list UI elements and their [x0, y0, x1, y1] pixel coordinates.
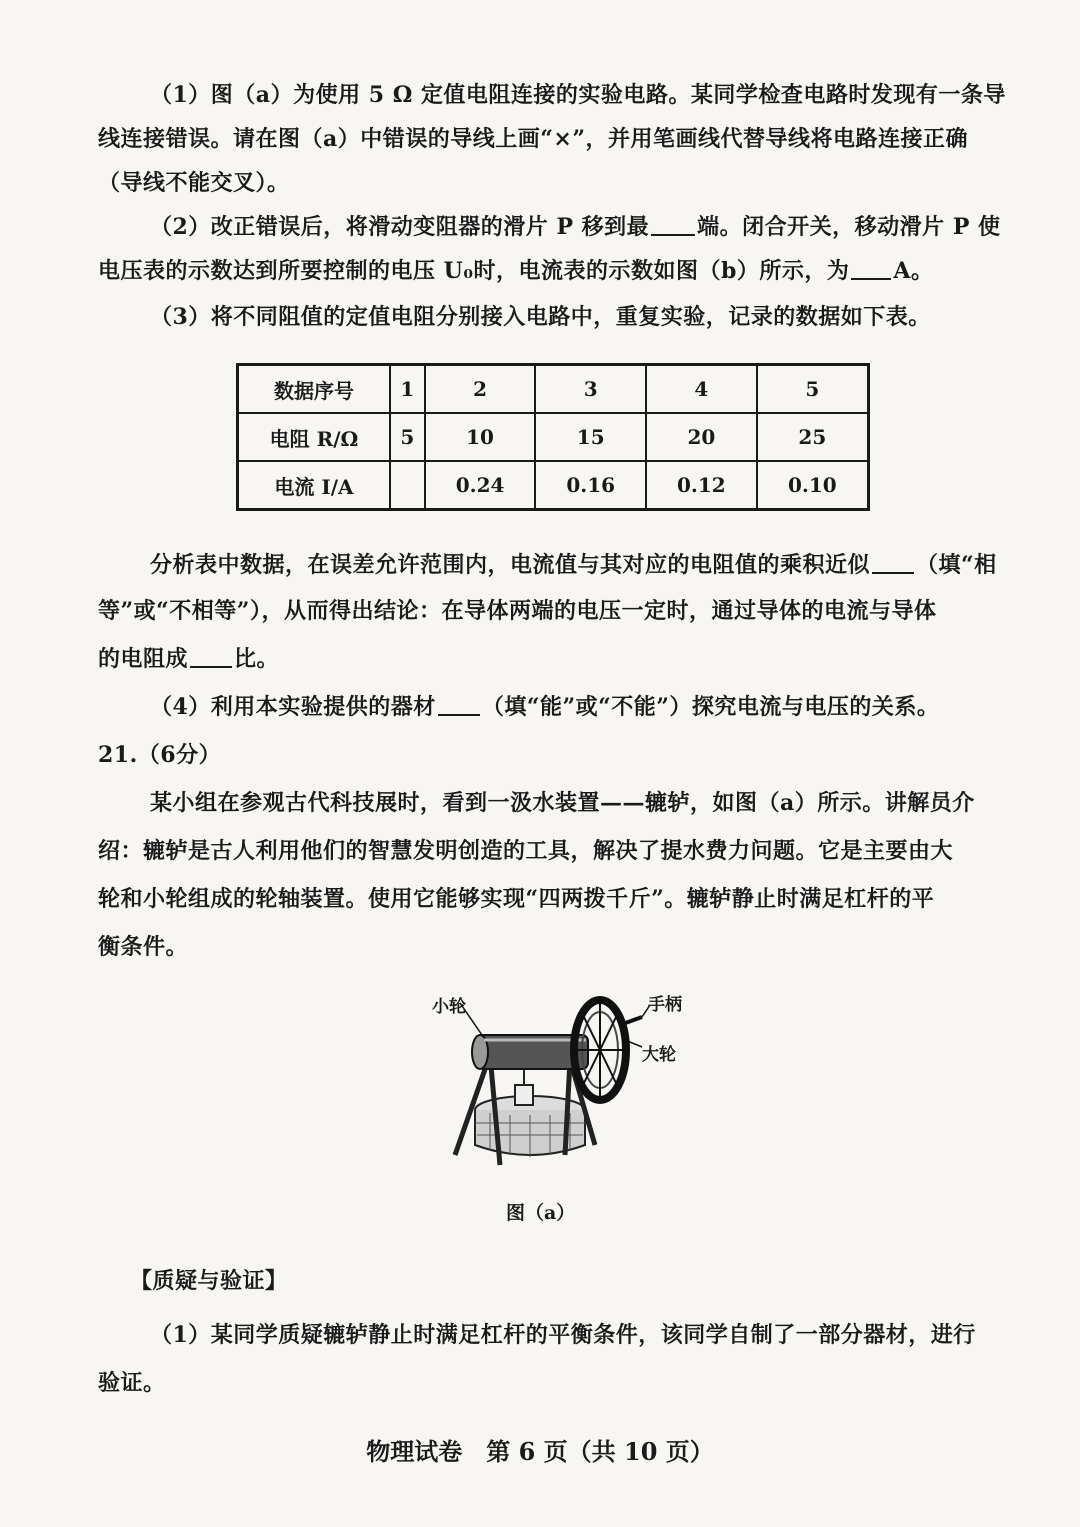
- q20-part2-text-d: A。: [893, 258, 934, 284]
- q20-part2-text-b: 端。闭合开关，移动滑片 P 使: [697, 214, 1001, 240]
- table-row: [238, 413, 869, 461]
- q20-part1-line2: 线连接错误。请在图（a）中错误的导线上画“×”，并用笔画线代替导线将电路连接正确: [98, 126, 968, 152]
- label-handle: 手柄: [648, 995, 682, 1015]
- q21-intro-line4: 衡条件。: [98, 934, 189, 960]
- q20-part2-text-c: 电压表的示数达到所要控制的电压 U₀时，电流表的示数如图（b）所示，为: [98, 258, 850, 284]
- q21-sub1-line2: 验证。: [98, 1370, 166, 1396]
- table-cell: 0.16: [535, 461, 646, 510]
- table-row-label: 电流 I/A: [238, 461, 391, 510]
- answer-blank: [872, 552, 914, 574]
- label-small-wheel: 小轮: [432, 997, 466, 1017]
- table-row: [238, 365, 869, 414]
- table-cell: 1: [390, 365, 425, 414]
- q20-part2-line2: [98, 254, 933, 285]
- q20-part1-line1: （1）图（a）为使用 5 Ω 定值电阻连接的实验电路。某同学检查电路时发现有一条导: [150, 82, 1006, 108]
- page-footer: 物理试卷 第 6 页（共 10 页）: [366, 1437, 714, 1466]
- q21-intro-line1: 某小组在参观古代科技展时，看到一汲水装置——辘轳，如图（a）所示。讲解员介: [150, 790, 975, 816]
- q20-part4-text-b: （填“能”或“不能”）探究电流与电压的关系。: [481, 694, 940, 720]
- q20-part2-text-a: （2）改正错误后，将滑动变阻器的滑片 P 移到最: [150, 214, 650, 240]
- q21-header: 21.（6分）: [98, 742, 222, 768]
- answer-blank: [651, 214, 695, 236]
- q20-part3-line4: [98, 642, 279, 673]
- table-cell: 20: [646, 413, 757, 461]
- table-cell: 2: [425, 365, 536, 414]
- q20-part4-line1: [150, 690, 939, 721]
- table-cell: 0.10: [757, 461, 869, 510]
- table-row-label: 电阻 R/Ω: [238, 413, 391, 461]
- table-row-label: 数据序号: [238, 365, 391, 414]
- table-cell: 10: [425, 413, 536, 461]
- q20-part3-text-d: 比。: [234, 646, 280, 672]
- section-title: 【质疑与验证】: [130, 1268, 288, 1294]
- q20-part4-text-a: （4）利用本实验提供的器材: [150, 694, 436, 720]
- answer-blank: [851, 258, 891, 280]
- table-cell: 5: [757, 365, 869, 414]
- q21-intro-line3: 轮和小轮组成的轮轴装置。使用它能够实现“四两拨千斤”。辘轳静止时满足杠杆的平: [98, 886, 935, 912]
- q20-part2-line1: [150, 210, 1001, 241]
- q21-intro-line2: 绍：辘轳是古人利用他们的智慧发明创造的工具，解决了提水费力问题。它是主要由大: [98, 838, 954, 864]
- table-cell: [390, 461, 425, 510]
- table-cell: 0.24: [425, 461, 536, 510]
- label-big-wheel: 大轮: [642, 1045, 676, 1065]
- table-cell: 25: [757, 413, 869, 461]
- q20-part1-line3: （导线不能交叉）。: [98, 170, 290, 196]
- figure-caption: 图（a）: [506, 1202, 576, 1224]
- table-row: [238, 461, 869, 510]
- q21-sub1-line1: （1）某同学质疑辘轳静止时满足杠杆的平衡条件，该同学自制了一部分器材，进行: [150, 1322, 976, 1348]
- q20-part3-text-b: （填“相: [916, 552, 997, 578]
- table-cell: 3: [535, 365, 646, 414]
- q20-part3-line3: 等”或“不相等”），从而得出结论：在导体两端的电压一定时，通过导体的电流与导体: [98, 598, 937, 624]
- table-cell: 15: [535, 413, 646, 461]
- table-cell: 0.12: [646, 461, 757, 510]
- answer-blank: [438, 694, 480, 716]
- q20-part3-text-a: 分析表中数据，在误差允许范围内，电流值与其对应的电阻值的乘积近似: [150, 552, 871, 578]
- table-cell: 4: [646, 365, 757, 414]
- table-cell: 5: [390, 413, 425, 461]
- q20-part3-line1: （3）将不同阻值的定值电阻分别接入电路中，重复实验，记录的数据如下表。: [150, 304, 931, 330]
- q20-part3-line2: [150, 548, 997, 579]
- answer-blank: [190, 646, 232, 668]
- data-table: [236, 363, 870, 511]
- q20-part3-text-c: 的电阻成: [98, 646, 189, 672]
